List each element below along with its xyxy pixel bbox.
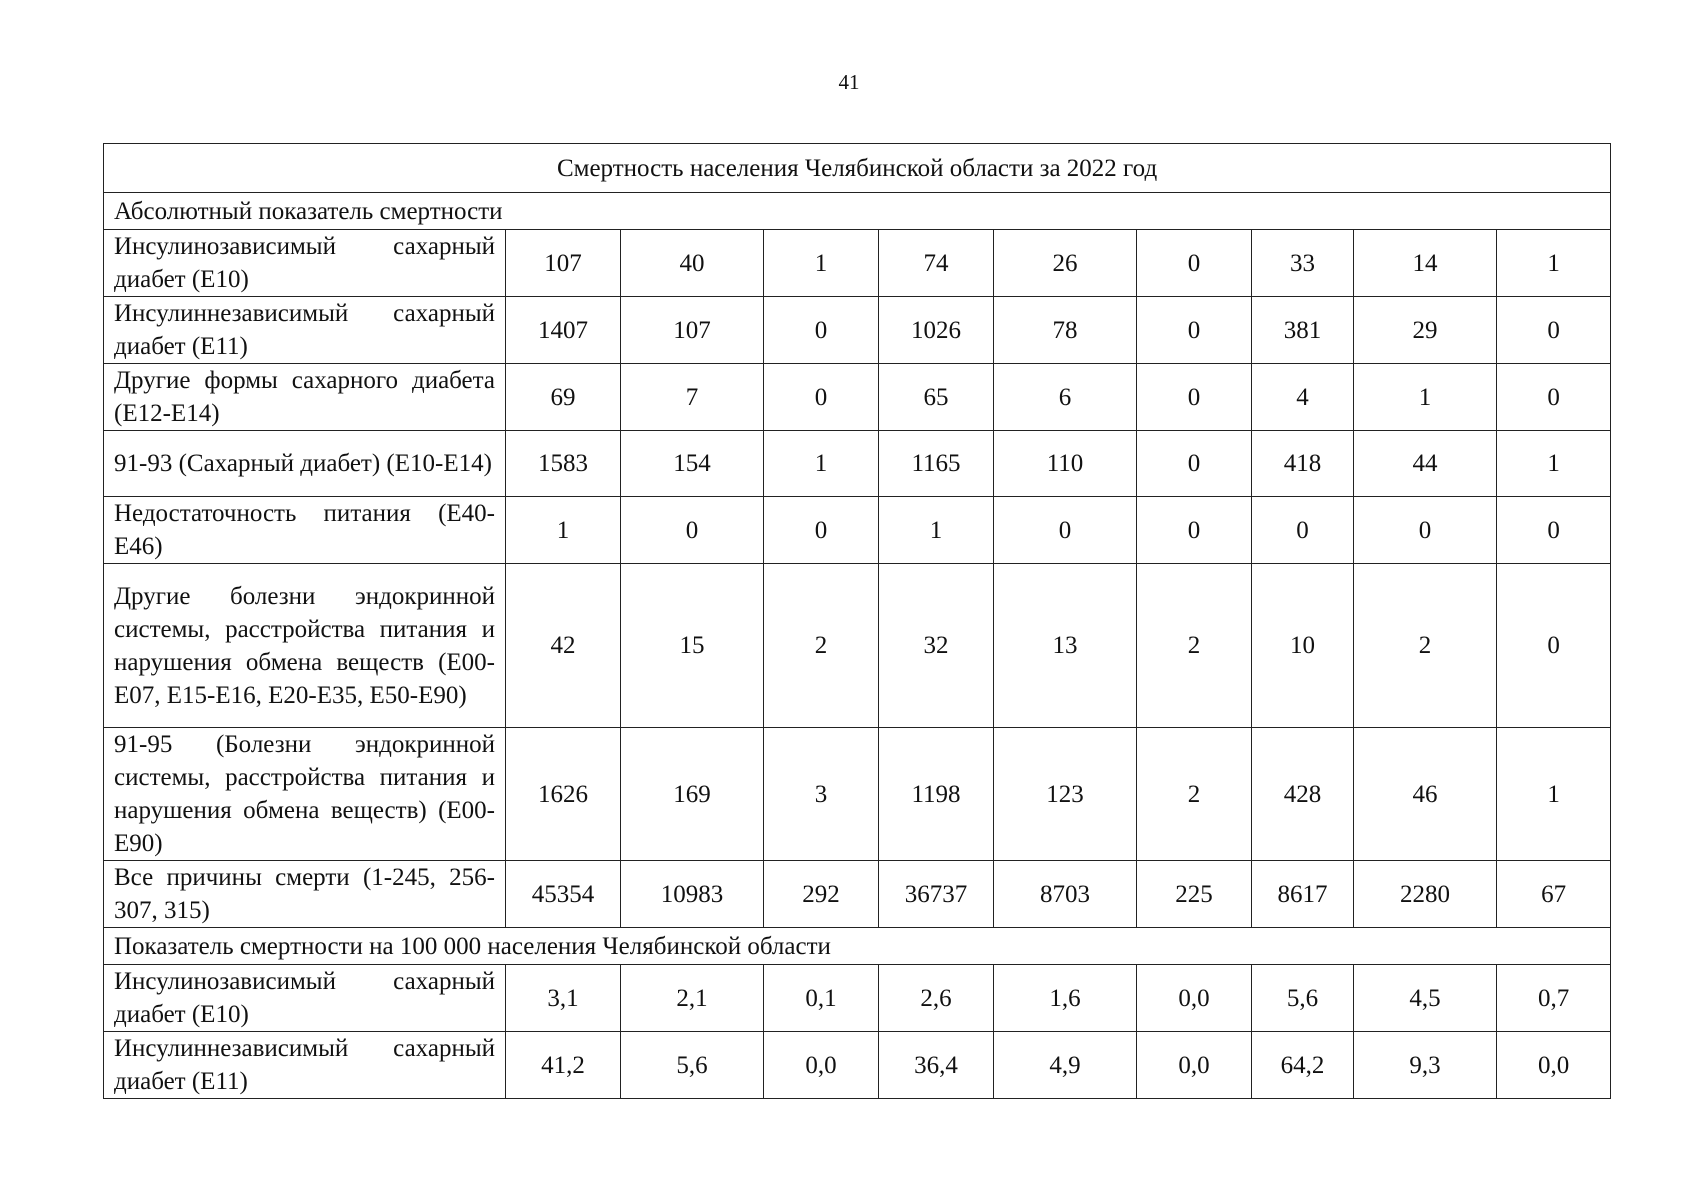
table-cell: 36737: [879, 861, 994, 928]
table-cell: 381: [1252, 297, 1354, 364]
row-label: Все причины смерти (1-245, 256-307, 315): [104, 861, 506, 928]
table-cell: 225: [1137, 861, 1252, 928]
table-cell: 32: [879, 564, 994, 728]
row-label: Инсулиннезависимый сахарный диабет (E11): [104, 1032, 506, 1099]
table-title: Смертность населения Челябинской области за 2022 год: [104, 144, 1611, 193]
table-cell: 0: [1497, 364, 1611, 431]
table-cell: 69: [506, 364, 621, 431]
table-cell: 7: [621, 364, 764, 431]
table-row: [104, 728, 1611, 861]
table-cell: 2280: [1354, 861, 1497, 928]
table-cell: 1165: [879, 431, 994, 497]
table-cell: 1026: [879, 297, 994, 364]
table-cell: 41,2: [506, 1032, 621, 1099]
table-row: [104, 230, 1611, 297]
table-cell: 5,6: [621, 1032, 764, 1099]
table-row: [104, 861, 1611, 928]
table-cell: 1: [764, 230, 879, 297]
row-label: Другие формы сахарного диабета (E12-E14): [104, 364, 506, 431]
table-cell: 64,2: [1252, 1032, 1354, 1099]
table-cell: 1: [1497, 431, 1611, 497]
table-cell: 418: [1252, 431, 1354, 497]
row-label: 91-93 (Сахарный диабет) (E10-E14): [104, 431, 506, 497]
row-label: 91-95 (Болезни эндокринной системы, расстройства питания и нарушения обмена веществ) (E00-E90): [104, 728, 506, 861]
table-cell: 1626: [506, 728, 621, 861]
table-cell: 1583: [506, 431, 621, 497]
table-cell: 33: [1252, 230, 1354, 297]
table-cell: 0: [1354, 497, 1497, 564]
table-cell: 0: [1497, 297, 1611, 364]
table-cell: 44: [1354, 431, 1497, 497]
table-cell: 1: [506, 497, 621, 564]
table-row: [104, 497, 1611, 564]
table-row: [104, 364, 1611, 431]
table-cell: 9,3: [1354, 1032, 1497, 1099]
table-cell: 292: [764, 861, 879, 928]
table-cell: 46: [1354, 728, 1497, 861]
table-cell: 1,6: [994, 965, 1137, 1032]
table-cell: 154: [621, 431, 764, 497]
table-cell: 4,9: [994, 1032, 1137, 1099]
table-cell: 13: [994, 564, 1137, 728]
table-row: [104, 965, 1611, 1032]
table-cell: 0: [764, 364, 879, 431]
table-cell: 0: [1137, 431, 1252, 497]
row-label: Недостаточность питания (E40-E46): [104, 497, 506, 564]
table-cell: 67: [1497, 861, 1611, 928]
table-cell: 1: [1354, 364, 1497, 431]
table-cell: 74: [879, 230, 994, 297]
table-cell: 2: [1137, 728, 1252, 861]
table-cell: 10: [1252, 564, 1354, 728]
table-cell: 0: [1252, 497, 1354, 564]
table-cell: 15: [621, 564, 764, 728]
table-cell: 107: [621, 297, 764, 364]
row-label: Другие болезни эндокринной системы, расстройства питания и нарушения обмена веществ (E00-E07, E15-E16, E20-E35, E50-E90): [104, 564, 506, 728]
table-cell: 29: [1354, 297, 1497, 364]
table-cell: 169: [621, 728, 764, 861]
table-cell: 107: [506, 230, 621, 297]
table-cell: 1: [1497, 728, 1611, 861]
table-cell: 78: [994, 297, 1137, 364]
table-row: [104, 1032, 1611, 1099]
table-cell: 45354: [506, 861, 621, 928]
table-cell: 0: [1137, 364, 1252, 431]
table-cell: 4,5: [1354, 965, 1497, 1032]
table-cell: 1407: [506, 297, 621, 364]
table-cell: 0,0: [1137, 965, 1252, 1032]
page-number: 41: [838, 70, 860, 94]
table-cell: 0: [1137, 297, 1252, 364]
table-cell: 6: [994, 364, 1137, 431]
table-cell: 10983: [621, 861, 764, 928]
mortality-table: [103, 143, 1611, 1099]
table-cell: 2: [1354, 564, 1497, 728]
table-cell: 0,0: [1497, 1032, 1611, 1099]
table-cell: 0: [1137, 497, 1252, 564]
table-cell: 1198: [879, 728, 994, 861]
section-heading-rate: Показатель смертности на 100 000 населения Челябинской области: [104, 928, 1611, 965]
table-cell: 0,1: [764, 965, 879, 1032]
table-cell: 42: [506, 564, 621, 728]
table-cell: 0: [764, 297, 879, 364]
table-row: [104, 431, 1611, 497]
table-cell: 2,6: [879, 965, 994, 1032]
table-cell: 0: [1137, 230, 1252, 297]
table-cell: 8617: [1252, 861, 1354, 928]
table-cell: 3,1: [506, 965, 621, 1032]
table-cell: 8703: [994, 861, 1137, 928]
section-heading-absolute: Абсолютный показатель смертности: [104, 193, 1611, 230]
table-cell: 1: [879, 497, 994, 564]
table-cell: 4: [1252, 364, 1354, 431]
table-cell: 123: [994, 728, 1137, 861]
table-row: [104, 564, 1611, 728]
table-cell: 110: [994, 431, 1137, 497]
table-cell: 0,7: [1497, 965, 1611, 1032]
table-cell: 40: [621, 230, 764, 297]
table-cell: 3: [764, 728, 879, 861]
table-cell: 0,0: [764, 1032, 879, 1099]
row-label: Инсулинозависимый сахарный диабет (E10): [104, 230, 506, 297]
table-cell: 36,4: [879, 1032, 994, 1099]
table-cell: 2,1: [621, 965, 764, 1032]
table-cell: 1: [1497, 230, 1611, 297]
table-cell: 5,6: [1252, 965, 1354, 1032]
row-label: Инсулиннезависимый сахарный диабет (E11): [104, 297, 506, 364]
row-label: Инсулинозависимый сахарный диабет (E10): [104, 965, 506, 1032]
table-cell: 2: [1137, 564, 1252, 728]
table-cell: 0: [764, 497, 879, 564]
table-cell: 65: [879, 364, 994, 431]
table-cell: 0: [1497, 497, 1611, 564]
table-cell: 0,0: [1137, 1032, 1252, 1099]
table-cell: 2: [764, 564, 879, 728]
table-cell: 428: [1252, 728, 1354, 861]
table-cell: 0: [994, 497, 1137, 564]
table-cell: 0: [1497, 564, 1611, 728]
table-row: [104, 297, 1611, 364]
table-cell: 14: [1354, 230, 1497, 297]
table-cell: 26: [994, 230, 1137, 297]
table-cell: 0: [621, 497, 764, 564]
table-cell: 1: [764, 431, 879, 497]
